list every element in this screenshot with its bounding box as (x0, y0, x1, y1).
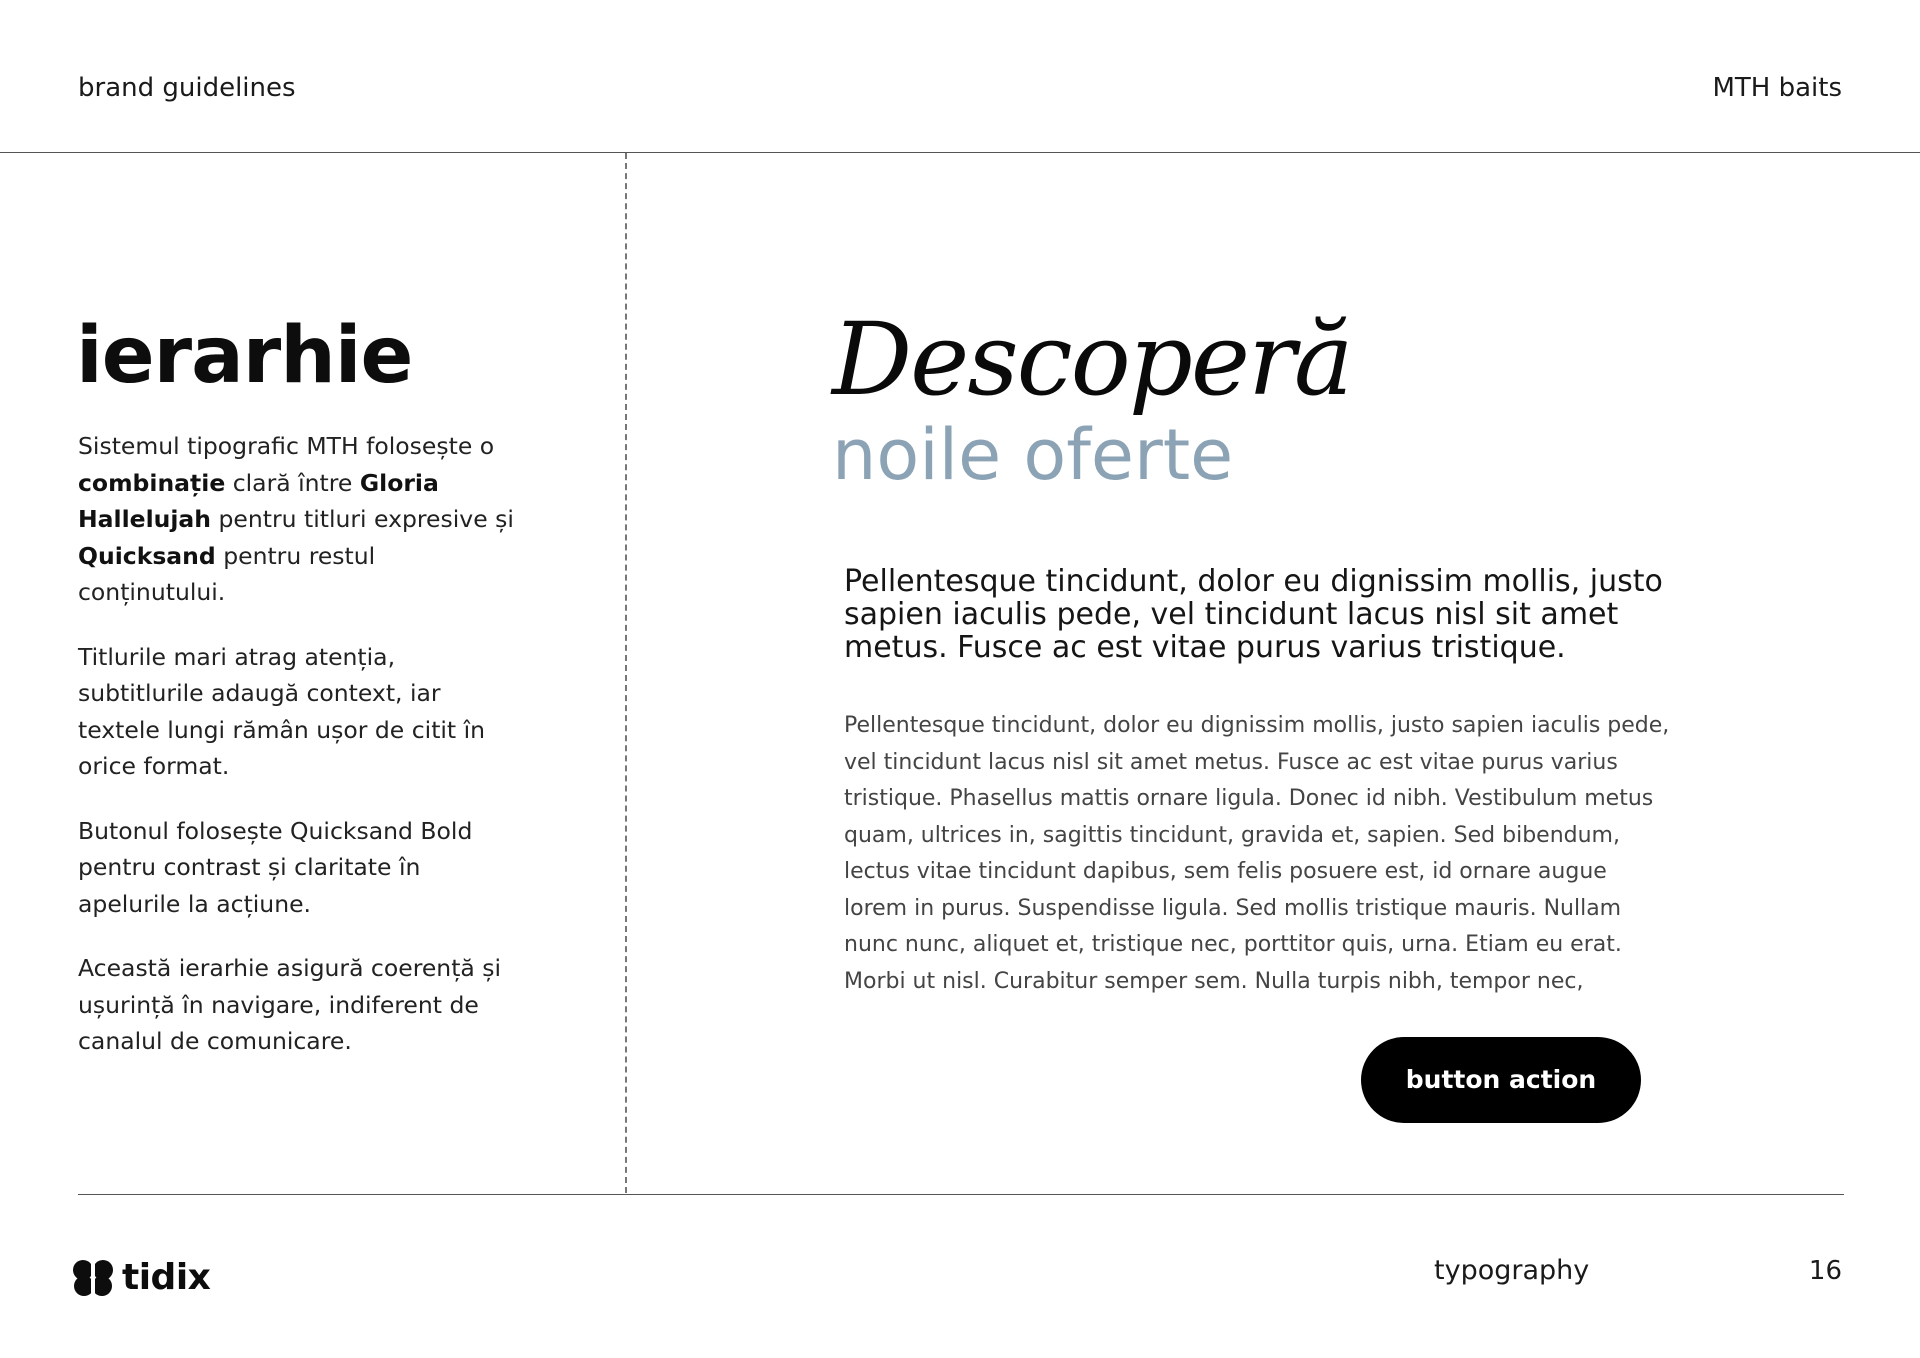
description-paragraph-4 (78, 950, 518, 1060)
paragraph-text-segment: clară între (225, 468, 360, 497)
header-brand-name: MTH baits (1712, 73, 1842, 103)
body-paragraph: Pellentesque tincidunt, dolor eu dignissim mollis, justo sapien iaculis pede, vel tincidunt lacus nisl sit amet metus. Fusce ac est vitae purus varius tristique. Phasellus mattis ornare ligula. Donec id nibh. Vestibulum metus quam, ultrices in, sagittis tincidunt, gravida et, sapien. Sed bibendum, lectus vitae tincidunt dapibus, sem felis posuere est, id ornare augue lorem in purus. Suspendisse ligula. Sed mollis tristique mauris. Nullam nunc nunc, aliquet et, tristique nec, porttitor quis, urna. Etiam eu erat. Morbi ut nisl. Curabitur semper sem. Nulla turpis nibh, tempor nec, (844, 713, 1670, 994)
footer-divider (78, 1194, 1844, 1195)
paragraph-text-segment: pentru titluri expresive și (211, 505, 514, 533)
emphasis-text: combinație (78, 468, 226, 497)
logo-wordmark: tidix (122, 1257, 211, 1298)
section-title: ierarhie (76, 311, 413, 401)
tidix-logo (72, 1256, 210, 1300)
paragraph-text-segment: Butonul folosește Quicksand Bold pentru contrast și claritate în apelurile la acțiune. (78, 816, 473, 918)
description-paragraph-1 (78, 428, 518, 611)
description-paragraph-3 (78, 813, 518, 923)
butterfly-icon (72, 1259, 114, 1297)
page-number: 16 (1808, 1256, 1842, 1286)
paragraph-text-segment: pentru restul conținutului. (78, 541, 376, 606)
paragraph-text-segment: Sistemul tipografic MTH folosește o (78, 432, 495, 460)
header-brand-guidelines: brand guidelines (78, 73, 296, 103)
emphasis-text: Gloria Hallelujah (78, 468, 439, 533)
emphasis-text: Quicksand (78, 541, 216, 570)
action-button[interactable]: button action (1361, 1037, 1641, 1123)
paragraph-text-segment: Această ierarhie asigură coerență și ușurință în navigare, indiferent de canalul de comunicare. (78, 954, 502, 1055)
paragraph-text-segment: Titlurile mari atrag atenția, subtitlurile adaugă context, iar textele lungi rămân ușor de citit în orice format. (78, 642, 486, 780)
hierarchy-description (78, 428, 518, 1088)
description-paragraph-2 (78, 639, 518, 785)
footer-section-label: typography (1434, 1255, 1590, 1286)
lead-text: Pellentesque tincidunt, dolor eu dignissim mollis, justo sapien iaculis pede, vel tincidunt lacus nisl sit amet metus. Fusce ac est vitae purus varius tristique. (844, 564, 1663, 665)
column-divider (625, 153, 627, 1193)
display-subheading: noile oferte (832, 414, 1234, 496)
display-heading: Descoperă (832, 301, 1352, 418)
header-divider (0, 152, 1920, 153)
